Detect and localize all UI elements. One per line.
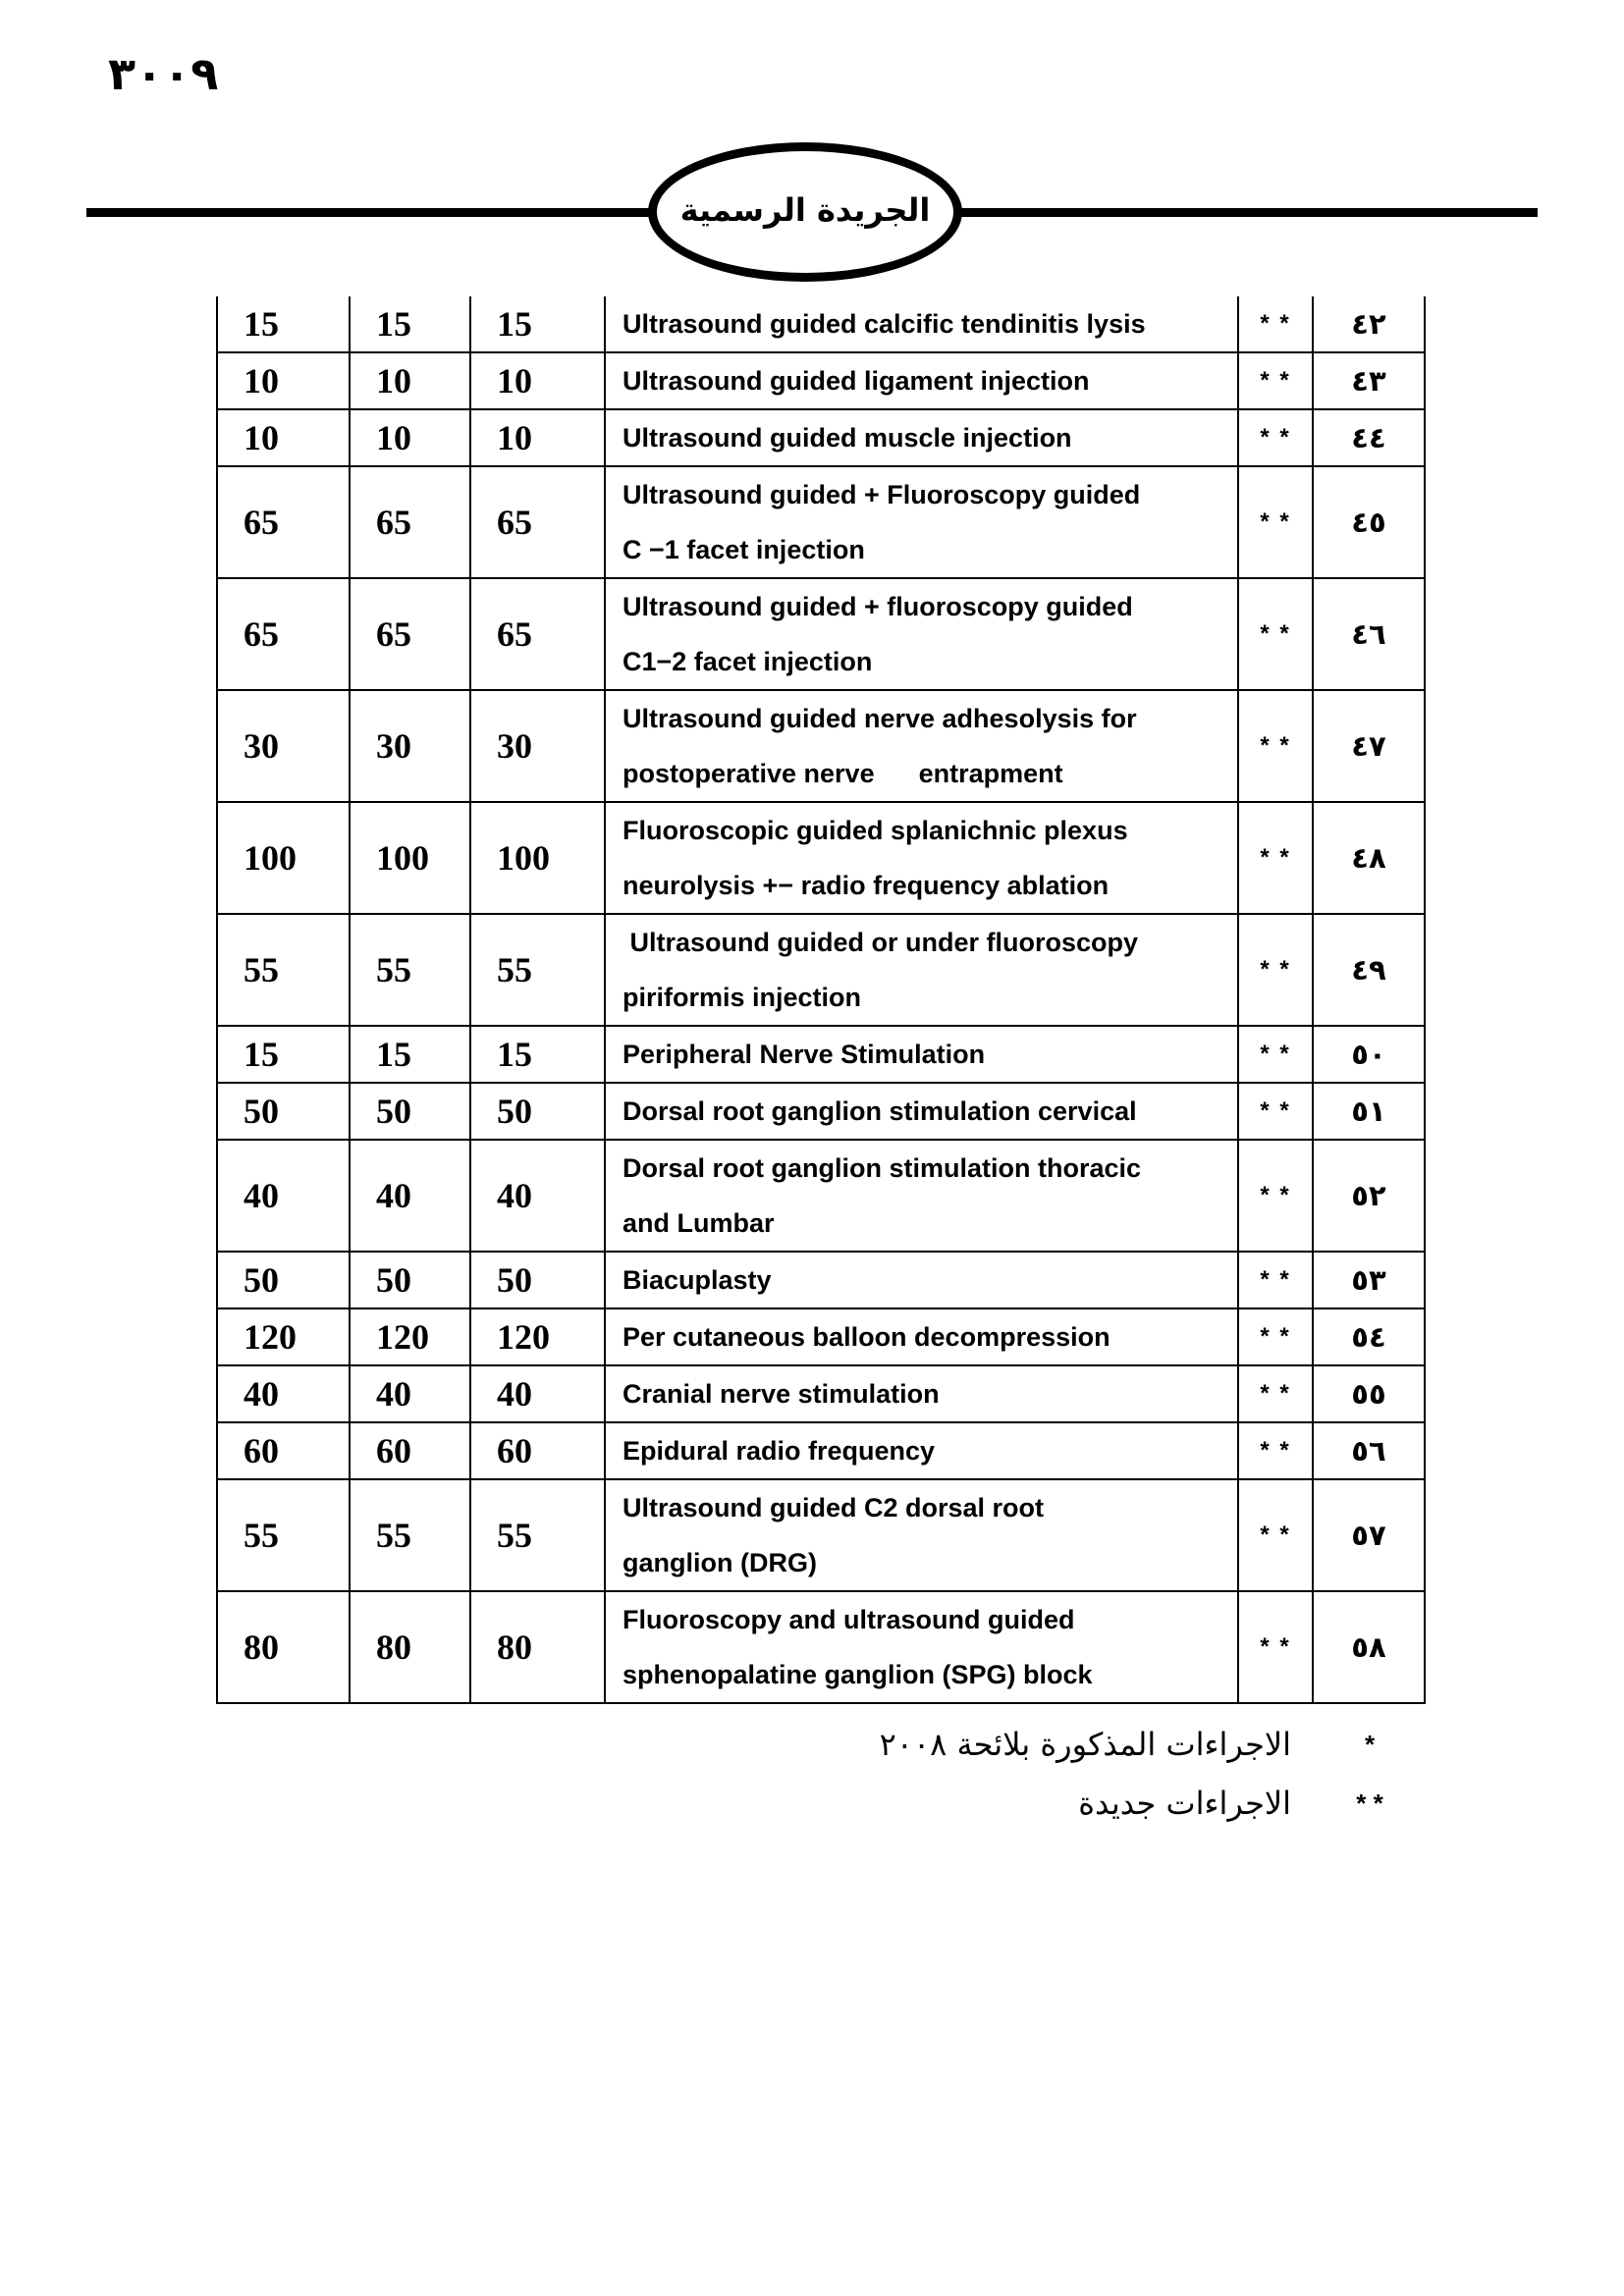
fee-cell: 15: [350, 296, 470, 352]
fee-cell: 50: [470, 1083, 605, 1140]
page-number: ٣٠٠٩: [108, 47, 219, 100]
row-number-cell: ٤٩: [1313, 914, 1425, 1026]
stars-cell: * *: [1238, 1479, 1313, 1591]
stars-cell: * *: [1238, 914, 1313, 1026]
double-asterisk-marker: * *: [1356, 1788, 1383, 1818]
row-number-cell: ٥٨: [1313, 1591, 1425, 1703]
table-row: [217, 1140, 1425, 1252]
row-number-cell: ٤٦: [1313, 578, 1425, 690]
gazette-title: الجريدة الرسمية: [679, 191, 931, 229]
stars-cell: * *: [1238, 690, 1313, 802]
fee-cell: 50: [350, 1252, 470, 1308]
stars-cell: * *: [1238, 296, 1313, 352]
procedure-name-line: Ultrasound guided muscle injection: [623, 423, 1072, 453]
gazette-oval: [648, 142, 962, 282]
fee-cell: 120: [470, 1308, 605, 1365]
fee-cell: 80: [350, 1591, 470, 1703]
procedure-cell: [605, 1591, 1238, 1703]
stars-cell: * *: [1238, 1083, 1313, 1140]
procedure-cell: [605, 409, 1238, 466]
procedure-cell: [605, 1140, 1238, 1252]
row-number-cell: ٥٣: [1313, 1252, 1425, 1308]
procedure-name-line: sphenopalatine ganglion (SPG) block: [623, 1660, 1093, 1689]
fee-cell: 15: [470, 296, 605, 352]
footnote-new-procedures: [1078, 1779, 1409, 1828]
stars-cell: * *: [1238, 352, 1313, 409]
row-number-cell: ٤٨: [1313, 802, 1425, 914]
procedure-name-line: Ultrasound guided + fluoroscopy guided: [623, 592, 1133, 621]
footnote-regulation-2008: [880, 1720, 1409, 1769]
procedure-cell: [605, 690, 1238, 802]
table-row: [217, 409, 1425, 466]
table-row: [217, 1252, 1425, 1308]
fee-cell: 60: [350, 1422, 470, 1479]
stars-cell: * *: [1238, 1591, 1313, 1703]
fee-cell: 65: [350, 578, 470, 690]
fee-cell: 60: [470, 1422, 605, 1479]
table-row: [217, 1083, 1425, 1140]
table-row: [217, 352, 1425, 409]
procedure-name-line: Fluoroscopy and ultrasound guided: [623, 1605, 1075, 1634]
stars-cell: * *: [1238, 1308, 1313, 1365]
stars-cell: * *: [1238, 802, 1313, 914]
row-number-cell: ٤٣: [1313, 352, 1425, 409]
fee-cell: 10: [470, 409, 605, 466]
fee-cell: 65: [350, 466, 470, 578]
fee-cell: 100: [217, 802, 350, 914]
fee-cell: 55: [217, 914, 350, 1026]
fee-cell: 100: [350, 802, 470, 914]
fee-cell: 10: [217, 409, 350, 466]
row-number-cell: ٤٤: [1313, 409, 1425, 466]
fee-cell: 15: [470, 1026, 605, 1083]
table-row: [217, 1308, 1425, 1365]
fee-cell: 10: [217, 352, 350, 409]
procedure-cell: [605, 914, 1238, 1026]
fee-cell: 80: [217, 1591, 350, 1703]
table-row: [217, 1365, 1425, 1422]
fee-cell: 30: [470, 690, 605, 802]
procedure-cell: [605, 1026, 1238, 1083]
fee-cell: 55: [217, 1479, 350, 1591]
fee-cell: 40: [217, 1140, 350, 1252]
row-number-cell: ٤٢: [1313, 296, 1425, 352]
procedure-name-line: Ultrasound guided C2 dorsal root: [623, 1493, 1045, 1522]
row-number-cell: ٥٤: [1313, 1308, 1425, 1365]
procedure-name-line: Per cutaneous balloon decompression: [623, 1322, 1110, 1352]
table-row: [217, 802, 1425, 914]
fee-cell: 50: [350, 1083, 470, 1140]
fee-cell: 30: [350, 690, 470, 802]
fee-cell: 65: [470, 578, 605, 690]
fee-cell: 15: [217, 1026, 350, 1083]
stars-cell: * *: [1238, 1252, 1313, 1308]
fee-cell: 40: [470, 1365, 605, 1422]
procedure-name-line: neurolysis +− radio frequency ablation: [623, 871, 1110, 900]
row-number-cell: ٥٢: [1313, 1140, 1425, 1252]
stars-cell: * *: [1238, 1365, 1313, 1422]
fee-cell: 40: [350, 1365, 470, 1422]
table-row: [217, 466, 1425, 578]
row-number-cell: ٥٥: [1313, 1365, 1425, 1422]
procedure-name-line: Dorsal root ganglion stimulation cervical: [623, 1096, 1137, 1126]
table-row: [217, 1422, 1425, 1479]
fee-cell: 65: [217, 466, 350, 578]
procedure-cell: [605, 296, 1238, 352]
table-row: [217, 296, 1425, 352]
fee-cell: 10: [350, 409, 470, 466]
row-number-cell: ٥٦: [1313, 1422, 1425, 1479]
procedure-name-line: C −1 facet injection: [623, 535, 865, 564]
procedure-cell: [605, 1308, 1238, 1365]
procedure-name-line: Fluoroscopic guided splanichnic plexus: [623, 816, 1128, 845]
row-number-cell: ٥٧: [1313, 1479, 1425, 1591]
procedure-name-line: C1−2 facet injection: [623, 647, 873, 676]
procedure-name-line: and Lumbar: [623, 1208, 775, 1238]
procedure-name-line: Ultrasound guided + Fluoroscopy guided: [623, 480, 1141, 509]
stars-cell: * *: [1238, 1422, 1313, 1479]
procedure-name-line: Ultrasound guided or under fluoroscopy: [623, 928, 1139, 957]
fee-cell: 120: [217, 1308, 350, 1365]
footnote-text: الاجراءات جديدة: [1078, 1785, 1291, 1822]
procedure-cell: [605, 1083, 1238, 1140]
fee-cell: 50: [217, 1083, 350, 1140]
procedure-name-line: Biacuplasty: [623, 1265, 772, 1295]
fee-cell: 55: [470, 1479, 605, 1591]
fee-cell: 55: [350, 1479, 470, 1591]
table-row: [217, 1479, 1425, 1591]
procedure-name-line: Dorsal root ganglion stimulation thoracic: [623, 1153, 1142, 1183]
fee-cell: 100: [470, 802, 605, 914]
procedure-name-line: ganglion (DRG): [623, 1548, 817, 1577]
fee-cell: 65: [217, 578, 350, 690]
fee-cell: 50: [217, 1252, 350, 1308]
procedures-table: [216, 296, 1426, 1704]
fee-cell: 55: [350, 914, 470, 1026]
stars-cell: * *: [1238, 1026, 1313, 1083]
stars-cell: * *: [1238, 466, 1313, 578]
table-row: [217, 1026, 1425, 1083]
procedure-cell: [605, 1479, 1238, 1591]
table-row: [217, 578, 1425, 690]
fee-cell: 40: [350, 1140, 470, 1252]
fee-cell: 65: [470, 466, 605, 578]
asterisk-marker: *: [1364, 1729, 1376, 1759]
fee-cell: 40: [217, 1365, 350, 1422]
stars-cell: * *: [1238, 578, 1313, 690]
procedure-name-line: Ultrasound guided nerve adhesolysis for: [623, 704, 1137, 733]
footnote-text: الاجراءات المذكورة بلائحة ٢٠٠٨: [879, 1726, 1291, 1763]
stars-cell: * *: [1238, 1140, 1313, 1252]
procedure-name-line: Cranial nerve stimulation: [623, 1379, 940, 1409]
fee-cell: 15: [350, 1026, 470, 1083]
fee-cell: 120: [350, 1308, 470, 1365]
table-row: [217, 690, 1425, 802]
procedure-cell: [605, 466, 1238, 578]
fee-cell: 30: [217, 690, 350, 802]
table-row: [217, 914, 1425, 1026]
fee-cell: 15: [217, 296, 350, 352]
procedure-cell: [605, 1365, 1238, 1422]
row-number-cell: ٤٥: [1313, 466, 1425, 578]
procedure-name-line: Ultrasound guided ligament injection: [623, 366, 1090, 396]
fee-cell: 40: [470, 1140, 605, 1252]
procedure-name-line: Epidural radio frequency: [623, 1436, 936, 1466]
procedure-cell: [605, 578, 1238, 690]
procedure-name-line: postoperative nerve entrapment: [623, 759, 1063, 788]
row-number-cell: ٥٠: [1313, 1026, 1425, 1083]
fee-cell: 10: [350, 352, 470, 409]
procedure-cell: [605, 1252, 1238, 1308]
procedure-cell: [605, 1422, 1238, 1479]
row-number-cell: ٤٧: [1313, 690, 1425, 802]
row-number-cell: ٥١: [1313, 1083, 1425, 1140]
procedure-name-line: Ultrasound guided calcific tendinitis lysis: [623, 309, 1146, 339]
procedure-cell: [605, 802, 1238, 914]
stars-cell: * *: [1238, 409, 1313, 466]
table-row: [217, 1591, 1425, 1703]
procedure-name-line: piriformis injection: [623, 983, 862, 1012]
procedure-name-line: Peripheral Nerve Stimulation: [623, 1040, 986, 1069]
fee-cell: 50: [470, 1252, 605, 1308]
fee-cell: 80: [470, 1591, 605, 1703]
fee-cell: 60: [217, 1422, 350, 1479]
fee-cell: 10: [470, 352, 605, 409]
procedure-cell: [605, 352, 1238, 409]
fee-cell: 55: [470, 914, 605, 1026]
